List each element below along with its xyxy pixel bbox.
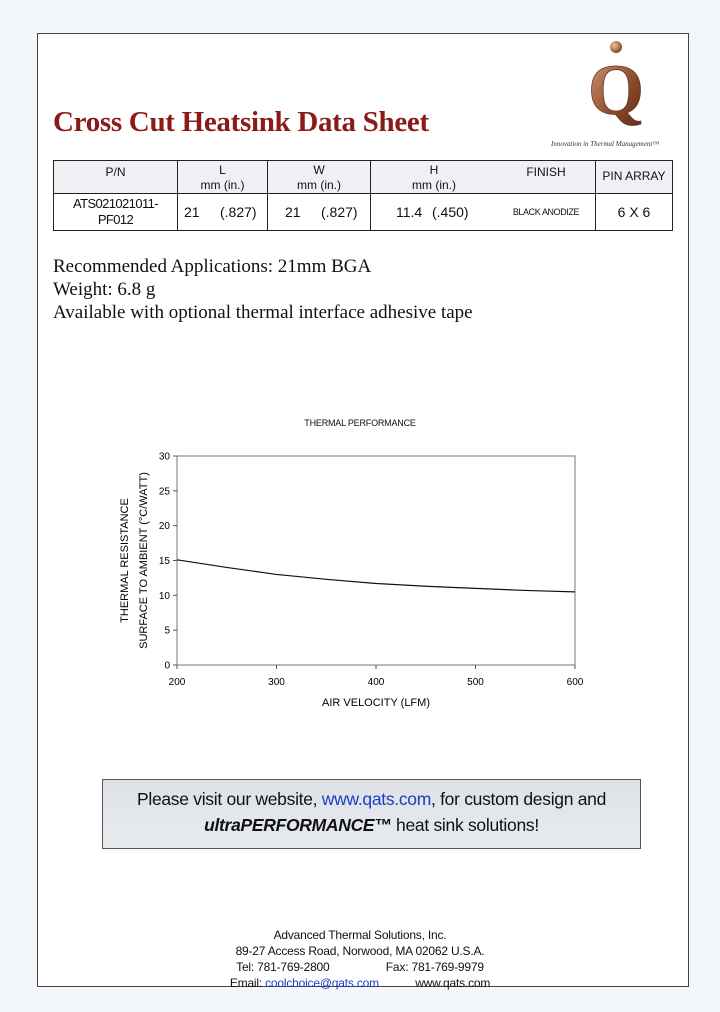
- finish-value: BLACK ANODIZE: [512, 207, 580, 217]
- plot-area: [177, 456, 575, 665]
- banner-line-2: [103, 812, 640, 838]
- phone-fax-line: [0, 959, 720, 975]
- tel-number: 781-769-2800: [257, 960, 330, 974]
- chart-title: THERMAL PERFORMANCE: [304, 418, 416, 428]
- header-l: L: [219, 163, 226, 177]
- part-number-line1: ATS021021011-: [73, 196, 158, 211]
- length-mm: 21: [184, 204, 200, 220]
- thermal-performance-chart: [0, 440, 720, 720]
- header-h-unit: mm (in.): [412, 178, 456, 192]
- part-number: [54, 194, 177, 228]
- y-tick-label: 20: [158, 521, 170, 533]
- x-tick-label: 500: [467, 677, 484, 688]
- height-in: (.450): [432, 204, 469, 220]
- y-tick-label: 15: [158, 556, 170, 567]
- header-h: H: [429, 163, 439, 177]
- y-tick-label: 25: [158, 486, 170, 498]
- y-tick-label: 0: [164, 660, 170, 672]
- header-finish: FINISH: [526, 165, 566, 179]
- thermal-resistance-line: [177, 560, 575, 592]
- logo-tagline: Innovation in Thermal Management™: [551, 140, 660, 148]
- fax-number: 781-769-9979: [411, 960, 484, 974]
- y-tick-label: 10: [158, 590, 170, 602]
- website-link[interactable]: www.qats.com: [321, 789, 431, 809]
- footer-website: www.qats.com: [415, 976, 491, 990]
- length-in: (.827): [220, 204, 257, 220]
- y-tick-label: 5: [164, 625, 170, 637]
- email-label: Email:: [229, 976, 262, 990]
- part-number-line2: PF012: [97, 212, 134, 227]
- company-address: 89-27 Access Road, Norwood, MA 02062 U.S.A.: [235, 944, 485, 958]
- x-tick-label: 300: [268, 677, 285, 688]
- product-details: [53, 255, 473, 324]
- width-mm: 21: [285, 204, 301, 220]
- header-w: W: [313, 163, 325, 177]
- email-link[interactable]: coolchoice@qats.com: [265, 976, 379, 990]
- recommended-applications: Recommended Applications: 21mm BGA: [53, 256, 372, 277]
- banner-line-1: [103, 786, 640, 812]
- company-footer: [0, 927, 720, 991]
- spec-table: [53, 160, 673, 231]
- spec-header-row: [54, 161, 673, 194]
- x-axis-label: AIR VELOCITY (LFM): [322, 697, 430, 709]
- pin-array-value: 6 X 6: [617, 204, 651, 220]
- height-mm: 11.4: [396, 204, 423, 220]
- spec-data-row: [54, 194, 673, 231]
- y-axis-label-line1: THERMAL RESISTANCE: [119, 498, 131, 623]
- qats-logo: [580, 38, 660, 144]
- x-tick-label: 400: [367, 677, 385, 688]
- header-pn: P/N: [105, 165, 126, 179]
- banner-text-end: heat sink solutions!: [391, 815, 539, 835]
- company-name: Advanced Thermal Solutions, Inc.: [273, 928, 447, 942]
- tel-label: Tel:: [236, 960, 255, 974]
- banner-text-post: , for custom design and: [431, 789, 607, 809]
- availability-note: Available with optional thermal interface adhesive tape: [53, 302, 473, 323]
- y-tick-label: 30: [158, 451, 170, 463]
- width-in: (.827): [321, 204, 358, 220]
- website-banner: [102, 779, 641, 849]
- header-pin-array: PIN ARRAY: [602, 169, 666, 183]
- y-axis-label-line2: SURFACE TO AMBIENT (°C/WATT): [138, 472, 150, 649]
- weight: Weight: 6.8 g: [53, 279, 156, 300]
- header-w-unit: mm (in.): [297, 178, 341, 192]
- fax-label: Fax:: [385, 960, 409, 974]
- banner-text-pre: Please visit our website,: [136, 789, 322, 809]
- header-l-unit: mm (in.): [200, 178, 245, 192]
- ultra-performance-brand: ultraPERFORMANCE™: [204, 815, 392, 835]
- logo-letter: Q: [587, 50, 645, 130]
- x-tick-label: 600: [566, 677, 584, 688]
- page-title: Cross Cut Heatsink Data Sheet: [53, 106, 429, 138]
- email-web-line: [0, 975, 720, 991]
- x-tick-label: 200: [168, 677, 186, 688]
